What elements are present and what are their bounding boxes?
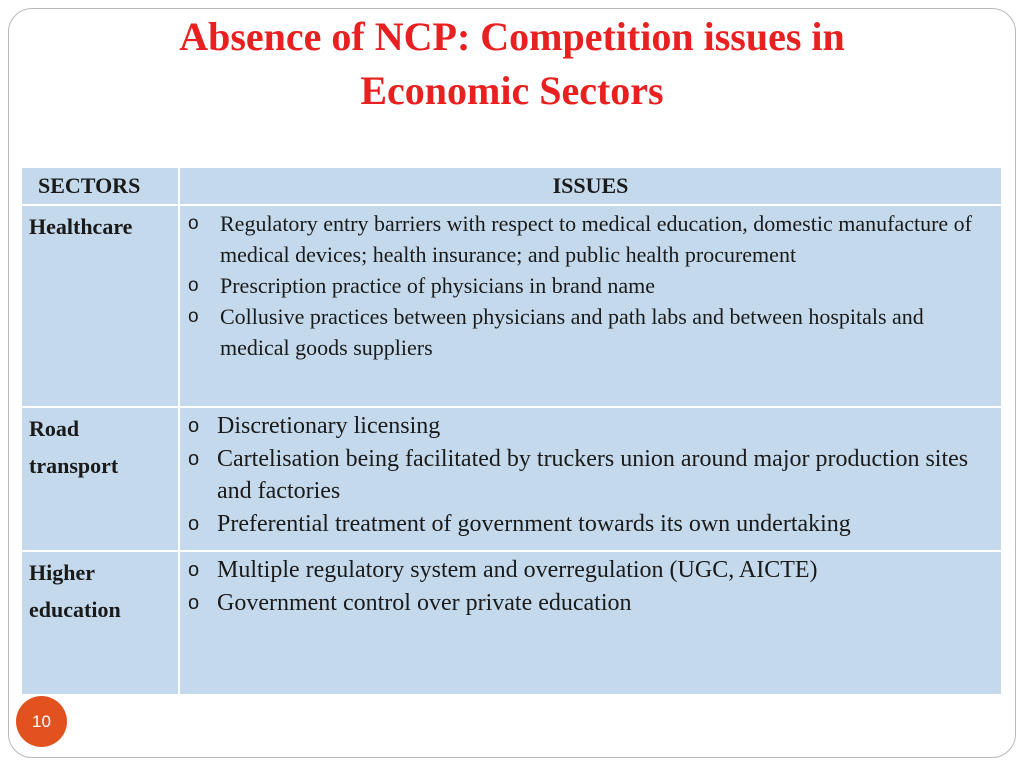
issue-text: Prescription practice of physicians in brand name — [220, 273, 655, 298]
issue-text: Collusive practices between physicians and path labs and between hospitals and medical goods suppliers — [220, 304, 924, 360]
issues-header: ISSUES — [179, 167, 1002, 205]
sectors-issues-table — [20, 166, 1003, 696]
issues-list — [180, 552, 1001, 619]
bullet-circle-icon: o — [188, 306, 199, 327]
issues-cell-healthcare — [179, 205, 1002, 407]
sector-label-line-1: Higher — [29, 560, 95, 585]
list-item — [188, 270, 993, 301]
title-line-2: Economic Sectors — [360, 68, 664, 113]
bullet-circle-icon: o — [188, 213, 199, 234]
issues-list — [180, 206, 1001, 363]
issue-text: Regulatory entry barriers with respect to medical education, domestic manufacture of medical devices; health insurance; and public health procurement — [220, 211, 972, 267]
bullet-circle-icon: o — [188, 512, 200, 535]
title-line-1: Absence of NCP: Competition issues in — [179, 14, 845, 59]
list-item — [188, 208, 993, 270]
table-header-row — [21, 167, 1002, 205]
issue-text: Discretionary licensing — [217, 413, 441, 439]
list-item — [188, 410, 997, 443]
table-row-healthcare — [21, 205, 1002, 407]
sector-label-line-2: transport — [29, 453, 119, 478]
bullet-circle-icon: o — [188, 415, 200, 437]
sector-label-line-1: Road — [29, 416, 80, 441]
sector-label: Healthcare — [29, 214, 133, 239]
bullet-circle-icon: o — [188, 591, 200, 614]
list-item — [188, 508, 997, 541]
issues-list — [180, 408, 1001, 540]
bullet-circle-icon: o — [188, 447, 200, 470]
issues-cell-road-transport — [179, 407, 1002, 551]
sector-cell-higher-education — [21, 551, 179, 695]
issue-text: Government control over private education — [217, 589, 632, 616]
issue-text: Preferential treatment of government towards its own undertaking — [217, 510, 851, 537]
issues-cell-higher-education — [179, 551, 1002, 695]
list-item — [188, 301, 993, 363]
bullet-circle-icon: o — [188, 559, 200, 581]
issue-text: Cartelisation being facilitated by truckers union around major production sites and factories — [217, 445, 969, 504]
bullet-circle-icon: o — [188, 275, 199, 296]
table-row-road-transport — [21, 407, 1002, 551]
sector-cell-healthcare — [21, 205, 179, 407]
sector-label-line-2: education — [29, 597, 121, 622]
slide-title — [0, 10, 1024, 118]
list-item — [188, 554, 997, 587]
issue-text: Multiple regulatory system and overregulation (UGC, AICTE) — [217, 557, 818, 583]
sectors-header: SECTORS — [21, 167, 179, 205]
list-item — [188, 443, 997, 508]
table-row-higher-education — [21, 551, 1002, 695]
sector-cell-road-transport — [21, 407, 179, 551]
slide-number-badge: 10 — [16, 696, 67, 747]
list-item — [188, 587, 997, 620]
